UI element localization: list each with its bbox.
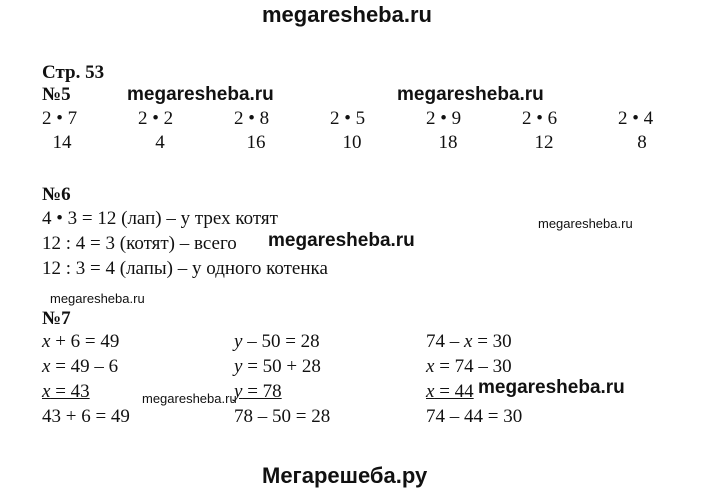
task5-expr-2: 2 • 2 — [138, 108, 174, 129]
watermark: megaresheba.ru — [268, 230, 415, 251]
task6-line-3: 12 : 3 = 4 (лапы) – у одного котенка — [42, 258, 328, 279]
watermark: megaresheba.ru — [142, 391, 237, 406]
task6-line-1: 4 • 3 = 12 (лап) – у трех котят — [42, 208, 278, 229]
task7-col2-line3: y = 78 — [234, 381, 282, 402]
task6-line-2: 12 : 4 = 3 (котят) – всего — [42, 233, 237, 254]
task5-answer-5: 18 — [438, 132, 458, 153]
page-label: Стр. 53 — [42, 62, 105, 83]
task5-answer-6: 12 — [534, 132, 554, 153]
task7-col1-line3: x = 43 — [42, 381, 90, 402]
task7-col2-line4: 78 – 50 = 28 — [234, 406, 331, 427]
task7-col1-line4: 43 + 6 = 49 — [42, 406, 130, 427]
watermark-top: megaresheba.ru — [262, 2, 432, 27]
task5-answer-2: 4 — [155, 132, 165, 153]
watermark: megaresheba.ru — [538, 216, 633, 231]
task7-label: №7 — [42, 308, 71, 329]
task5-label: №5 — [42, 84, 71, 105]
task7-col2-line2: y = 50 + 28 — [234, 356, 321, 377]
task7-col3-line1: 74 – x = 30 — [426, 331, 512, 352]
task5-expr-1: 2 • 7 — [42, 108, 78, 129]
task6-label: №6 — [42, 184, 71, 205]
watermark: megaresheba.ru — [397, 84, 544, 105]
task5-answer-4: 10 — [342, 132, 362, 153]
task5-answer-1: 14 — [52, 132, 72, 153]
task5-expr-4: 2 • 5 — [330, 108, 366, 129]
watermark: megaresheba.ru — [50, 291, 145, 306]
task7-col2-line1: y – 50 = 28 — [234, 331, 320, 352]
task5-expr-5: 2 • 9 — [426, 108, 462, 129]
task5-expr-6: 2 • 6 — [522, 108, 558, 129]
task5-expr-7: 2 • 4 — [618, 108, 654, 129]
task5-expr-3: 2 • 8 — [234, 108, 270, 129]
task7-col1-line1: x + 6 = 49 — [42, 331, 120, 352]
watermark-bottom: Мегарешеба.ру — [262, 463, 428, 488]
task7-col1-line2: x = 49 – 6 — [42, 356, 119, 377]
task7-col3-line3: x = 44 — [426, 381, 474, 402]
task7-col3-line2: x = 74 – 30 — [426, 356, 512, 377]
watermark: megaresheba.ru — [127, 84, 274, 105]
task5-answer-3: 16 — [246, 132, 266, 153]
task7-col3-line4: 74 – 44 = 30 — [426, 406, 523, 427]
watermark: megaresheba.ru — [478, 377, 625, 398]
task5-answer-7: 8 — [637, 132, 647, 153]
